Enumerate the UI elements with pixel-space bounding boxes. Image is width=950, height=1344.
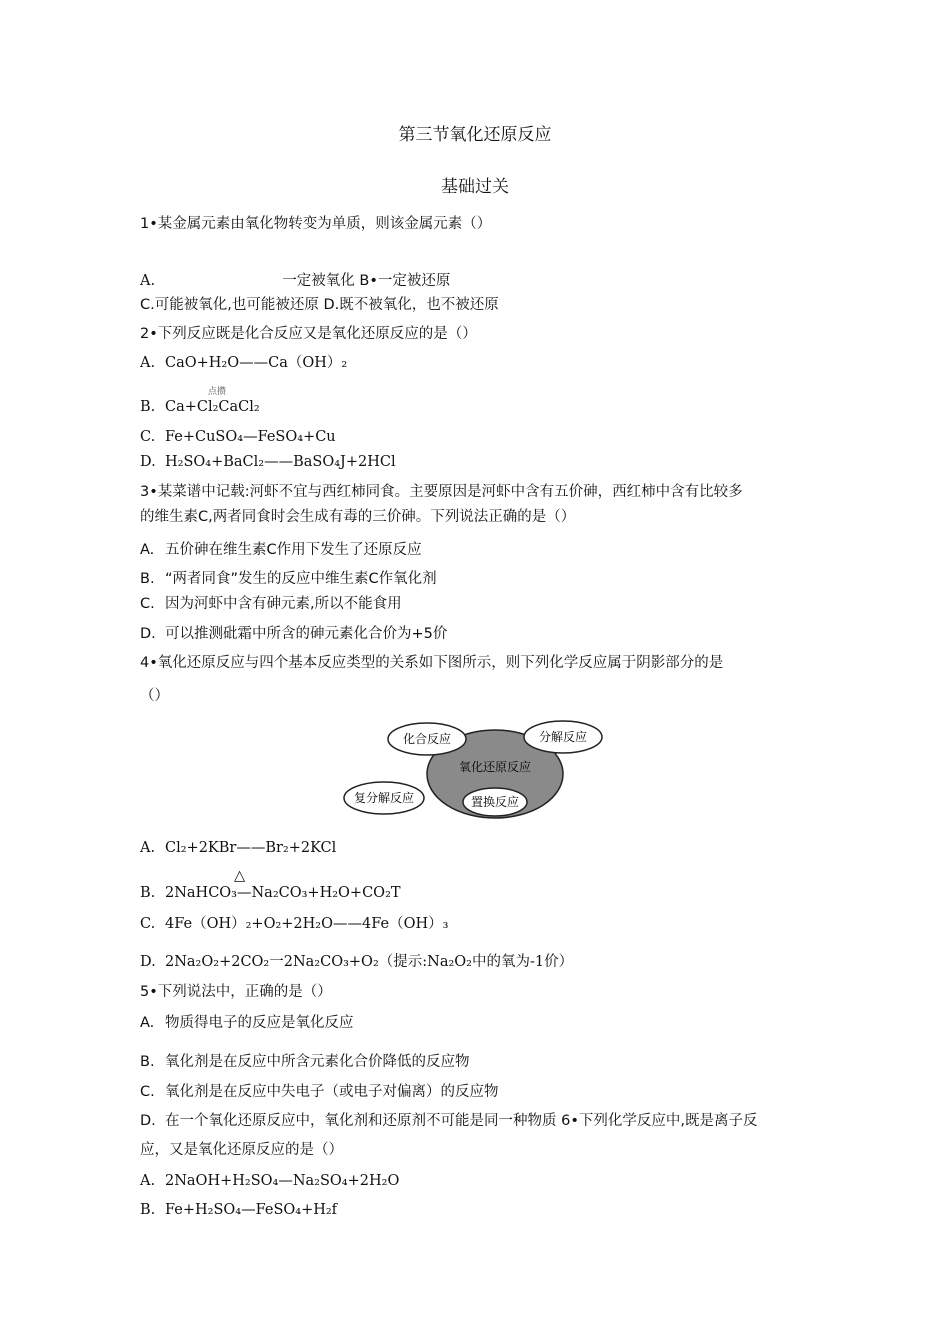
q2-option-d-text: H₂SO₄+BaCl₂——BaSO₄J+2HCl (165, 454, 396, 470)
q1-option-a-row (140, 271, 450, 291)
q1-option-a-letter: A. (140, 273, 156, 289)
q6-stem-cont: 应，又是氧化还原反应的是（） (140, 1142, 343, 1158)
q4-stem-line1: 4•氧化还原反应与四个基本反应类型的关系如下图所示，则下列化学反应属于阴影部分的是 (140, 655, 724, 671)
q5-stem: 5•下列说法中，正确的是（） (140, 984, 332, 1000)
q4-option-c-text: 4Fe（OH）₂+O₂+2H₂O——4Fe（OH）₃ (165, 916, 449, 932)
option-letter: B. (140, 1054, 155, 1070)
q1-option-c-d: C.可能被氧化,也可能被还原 D.既不被氧化，也不被还原 (140, 297, 499, 313)
q3-option-b (140, 569, 437, 589)
q2-option-b-condition: 点攒 (208, 387, 227, 397)
option-letter: D. (140, 1113, 156, 1129)
q5-option-d (140, 1111, 758, 1131)
q6-option-b-text: Fe+H₂SO₄—FeSO₄+H₂f (165, 1202, 338, 1218)
q5-option-a-text: 物质得电子的反应是氧化反应 (165, 1015, 354, 1031)
q6-option-b (140, 1200, 337, 1220)
q5-option-b-text: 氧化剂是在反应中所含元素化合价降低的反应物 (165, 1054, 470, 1070)
q6-option-a-text: 2NaOH+H₂SO₄—Na₂SO₄+2H₂O (165, 1173, 400, 1189)
q3-option-b-text: “两者同食”发生的反应中维生素C作氧化剂 (165, 571, 437, 587)
q3-option-d-text: 可以推测砒霜中所含的砷元素化合价为+5价 (165, 626, 448, 642)
option-letter: C. (140, 596, 155, 612)
q4-option-b-text: 2NaHCO₃—Na₂CO₃+H₂O+CO₂T (165, 885, 401, 901)
q3-option-a-text: 五价砷在维生素C作用下发生了还原反应 (165, 542, 422, 558)
option-letter: B. (140, 571, 155, 587)
q3-option-c (140, 594, 402, 614)
redox-label: 氧化还原反应 (458, 760, 532, 774)
option-letter: A. (140, 355, 156, 371)
q4-option-d (140, 952, 573, 972)
q3-stem-line2: 的维生素C,两者同食时会生成有毒的三价砷。下列说法正确的是（） (140, 509, 576, 525)
q2-option-c (140, 427, 336, 447)
q2-option-d (140, 452, 396, 472)
q6-option-a (140, 1171, 399, 1191)
q4-option-a-text: Cl₂+2KBr——Br₂+2KCl (165, 840, 337, 856)
q4-option-b (140, 883, 401, 903)
option-letter: C. (140, 916, 156, 932)
option-letter: D. (140, 954, 156, 970)
q3-stem-line1: 3•某菜谱中记载:河虾不宜与西红柿同食。主要原因是河虾中含有五价砷，西红柿中含有比较多 (140, 484, 743, 500)
option-letter: A. (140, 542, 155, 558)
option-letter: B. (140, 399, 156, 415)
option-letter: A. (140, 840, 156, 856)
decomposition-label: 分解反应 (538, 730, 588, 744)
q4-stem-line2: （） (140, 688, 169, 704)
q4-option-d-text: 2Na₂O₂+2CO₂一2Na₂CO₃+O₂（提示:Na₂O₂中的氧为-1价） (165, 954, 574, 970)
q5-option-c (140, 1082, 499, 1102)
option-letter: B. (140, 885, 156, 901)
q3-option-d (140, 624, 447, 644)
q1-option-a-b: 一定被氧化 B•一定被还原 (282, 273, 451, 289)
q4-option-c (140, 914, 448, 934)
q3-option-c-text: 因为河虾中含有砷元素,所以不能食用 (165, 596, 402, 612)
page-title: 第三节氧化还原反应 (398, 125, 552, 145)
q5-option-a (140, 1013, 354, 1033)
option-letter: D. (140, 626, 156, 642)
option-letter: C. (140, 1084, 155, 1100)
option-letter: A. (140, 1015, 155, 1031)
replacement-label: 置换反应 (470, 795, 520, 809)
q2-option-a-text: CaO+H₂O——Ca（OH）₂ (165, 355, 348, 371)
double-displacement-label: 复分解反应 (353, 791, 415, 805)
q2-option-b-text: Ca+Cl₂CaCl₂ (165, 399, 260, 415)
q1-stem: 1•某金属元素由氧化物转变为单质，则该金属元素（） (140, 216, 492, 232)
q2-stem: 2•下列反应既是化合反应又是氧化还原反应的是（） (140, 326, 477, 342)
q2-option-a (140, 353, 347, 373)
option-letter: B. (140, 1202, 156, 1218)
q5-option-c-text: 氧化剂是在反应中失电子（或电子对偏离）的反应物 (165, 1084, 499, 1100)
option-letter: D. (140, 454, 156, 470)
q4-option-a (140, 838, 336, 858)
combination-label: 化合反应 (402, 732, 452, 746)
option-letter: A. (140, 1173, 156, 1189)
q5-option-d-text: 在一个氧化还原反应中，氧化剂和还原剂不可能是同一种物质 6•下列化学反应中,既是离子反 (165, 1113, 758, 1129)
q5-option-b (140, 1052, 470, 1072)
reaction-types-diagram (340, 718, 610, 826)
q2-option-c-text: Fe+CuSO₄—FeSO₄+Cu (165, 429, 336, 445)
section-subtitle: 基础过关 (441, 177, 509, 197)
q2-option-b (140, 397, 260, 417)
q4-option-b-condition: △ (234, 868, 246, 884)
option-letter: C. (140, 429, 156, 445)
q3-option-a (140, 540, 422, 560)
